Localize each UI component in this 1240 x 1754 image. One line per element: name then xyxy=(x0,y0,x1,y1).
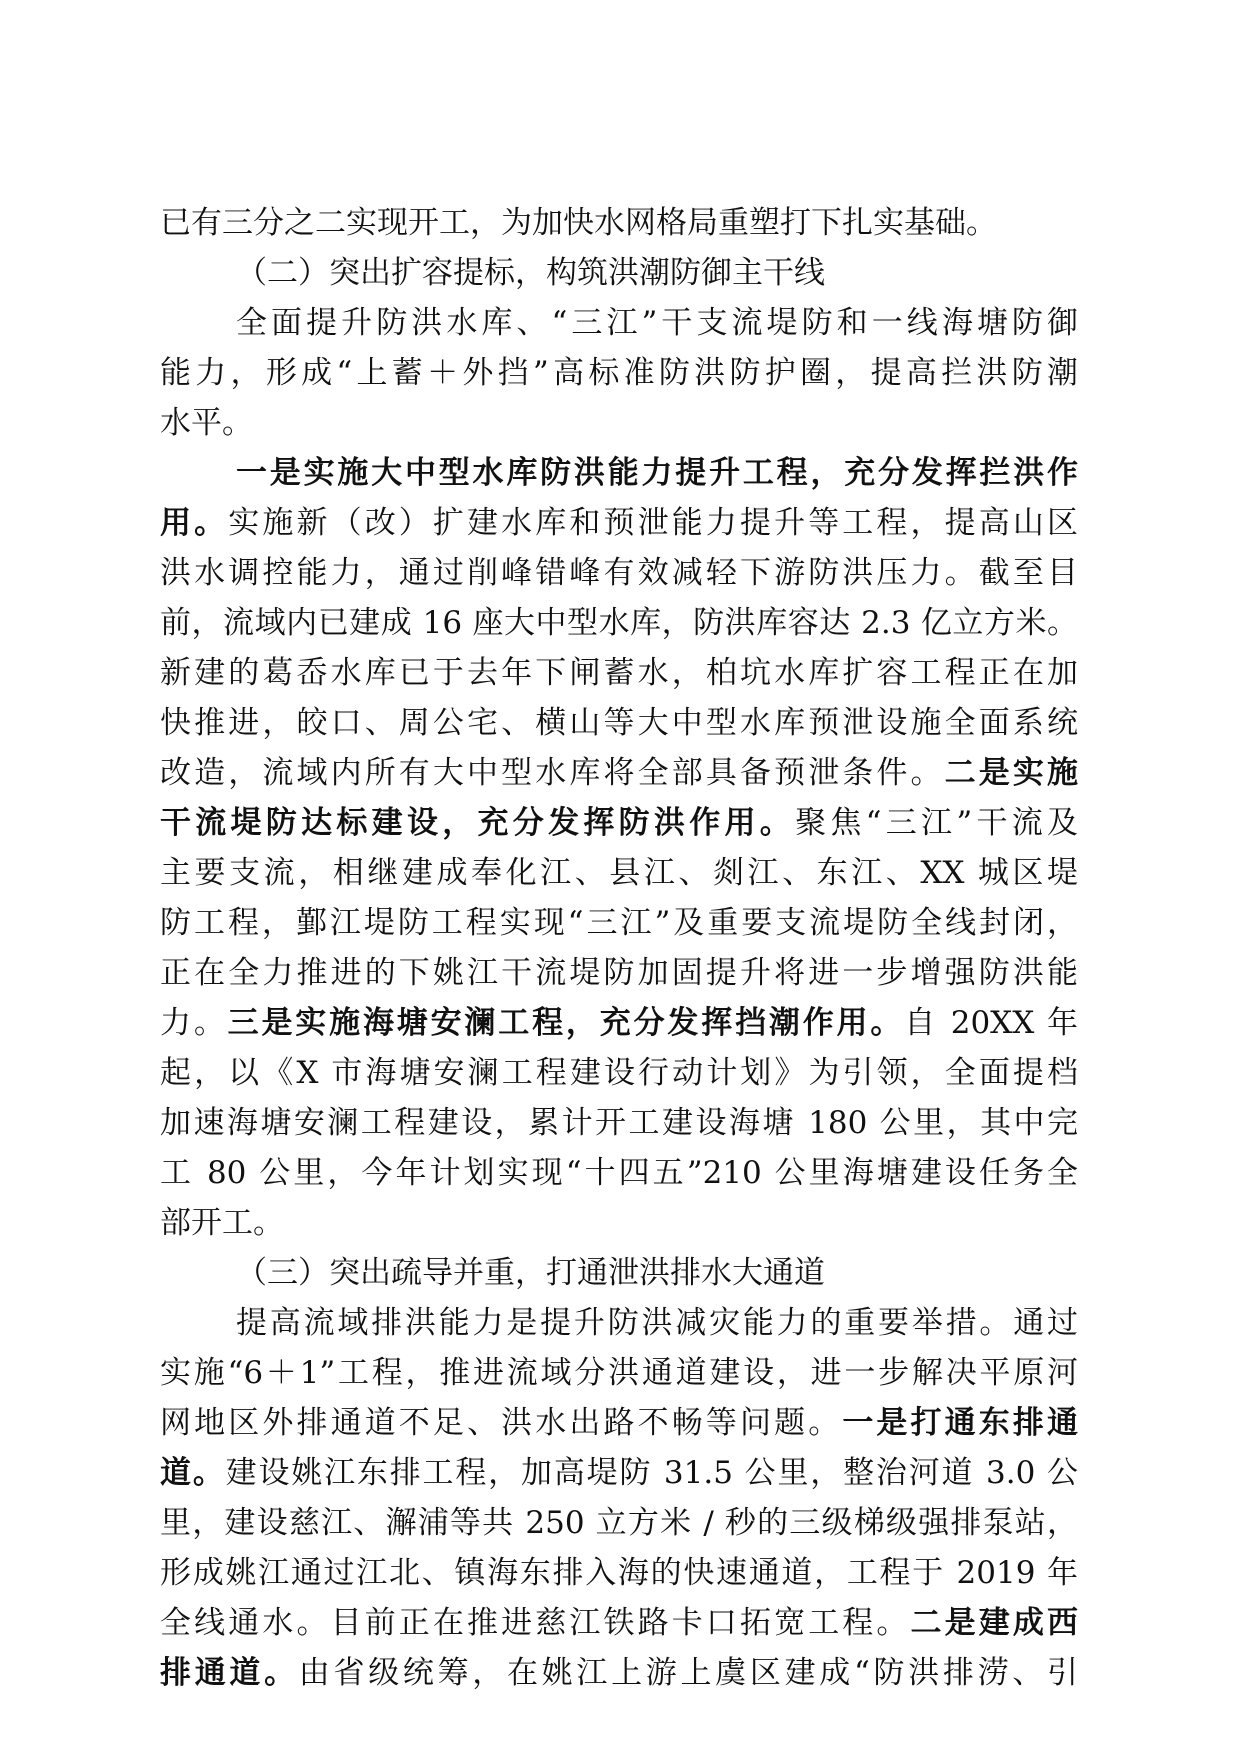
document-body xyxy=(160,198,1078,1698)
bold-lead-text: 用。 xyxy=(160,505,229,541)
paragraph-line: 加速海塘安澜工程建设，累计开工建设海塘 180 公里，其中完 xyxy=(160,1105,1078,1141)
bold-lead-text: 二是建成西 xyxy=(910,1605,1078,1641)
paragraph-line: 正在全力推进的下姚江干流堤防加固提升将进一步增强防洪能 xyxy=(160,955,1078,991)
paragraph-line xyxy=(160,498,1078,548)
paragraph-line: 主要支流，相继建成奉化江、县江、剡江、东江、XX 城区堤 xyxy=(160,855,1078,891)
paragraph-line: 新建的葛岙水库已于去年下闸蓄水，柏坑水库扩容工程正在加 xyxy=(160,655,1078,691)
bold-lead-text: 一是打通东排通 xyxy=(842,1405,1078,1441)
paragraph-line xyxy=(160,448,1078,498)
body-text: 实施新（改）扩建水库和预泄能力提升等工程，提高山区 xyxy=(228,505,1078,541)
section-2-intro-line: 能力，形成“上蓄＋外挡”高标准防洪防护圈，提高拦洪防潮 xyxy=(160,355,1078,391)
paragraph-line: 里，建设慈江、澥浦等共 250 立方米 / 秒的三级梯级强排泵站， xyxy=(160,1505,1078,1541)
paragraph-line: 形成姚江通过江北、镇海东排入海的快速通道，工程于 2019 年 xyxy=(160,1555,1078,1591)
paragraph-line xyxy=(160,1398,1078,1448)
body-text: 网地区外排通道不足、洪水出路不畅等问题。 xyxy=(160,1405,843,1441)
section-2-intro-line: 全面提升防洪水库、“三江”干支流堤防和一线海塘防御 xyxy=(236,305,1078,341)
bold-lead-text: 干流堤防达标建设，充分发挥防洪作用。 xyxy=(160,805,796,841)
paragraph-line: 洪水调控能力，通过削峰错峰有效减轻下游防洪压力。截至目 xyxy=(160,555,1078,591)
paragraph-line: 起，以《X 市海塘安澜工程建设行动计划》为引领，全面提档 xyxy=(160,1055,1078,1091)
bold-lead-text: 二是实施 xyxy=(944,755,1078,791)
body-text: 建设姚江东排工程，加高堤防 31.5 公里，整治河道 3.0 公 xyxy=(225,1455,1078,1491)
continuation-line: 已有三分之二实现开工，为加快水网格局重塑打下扎实基础。 xyxy=(160,205,997,241)
paragraph-line xyxy=(160,1448,1078,1498)
bold-lead-text: 排通道。 xyxy=(160,1655,299,1691)
body-text: 聚焦“三江”干流及 xyxy=(795,805,1078,841)
paragraph-line xyxy=(160,998,1078,1048)
section-2-intro-line: 水平。 xyxy=(160,405,253,441)
body-text: 改造，流域内所有大中型水库将全部具备预泄条件。 xyxy=(160,755,945,791)
paragraph-line: 实施“6＋1”工程，推进流域分洪通道建设，进一步解决平原河 xyxy=(160,1355,1078,1391)
paragraph-line: 部开工。 xyxy=(160,1205,284,1241)
paragraph-line: 前，流域内已建成 16 座大中型水库，防洪库容达 2.3 亿立方米。 xyxy=(160,605,1078,641)
paragraph-line xyxy=(160,1648,1078,1698)
body-text: 全线通水。目前正在推进慈江铁路卡口拓宽工程。 xyxy=(160,1605,911,1641)
paragraph-line: 防工程，鄞江堤防工程实现“三江”及重要支流堤防全线封闭， xyxy=(160,905,1078,941)
paragraph-line xyxy=(160,748,1078,798)
paragraph-line: 快推进，皎口、周公宅、横山等大中型水库预泄设施全面系统 xyxy=(160,705,1078,741)
body-text: 力。 xyxy=(160,1005,228,1041)
paragraph-line xyxy=(160,798,1078,848)
section-2-heading: （二）突出扩容提标，构筑洪潮防御主干线 xyxy=(236,255,825,291)
bold-lead-text: 三是实施海塘安澜工程，充分发挥挡潮作用。 xyxy=(227,1005,905,1041)
bold-lead-text: 道。 xyxy=(160,1455,226,1491)
section-3-heading: （三）突出疏导并重，打通泄洪排水大通道 xyxy=(236,1255,825,1291)
paragraph-line: 工 80 公里，今年计划实现“十四五”210 公里海塘建设任务全 xyxy=(160,1155,1078,1191)
bold-lead-text: 一是实施大中型水库防洪能力提升工程，充分发挥拦洪作 xyxy=(236,455,1078,491)
body-text: 自 20XX 年 xyxy=(904,1005,1078,1041)
paragraph-line xyxy=(160,1598,1078,1648)
body-text: 由省级统筹，在姚江上游上虞区建成“防洪排涝、引 xyxy=(298,1655,1078,1691)
paragraph-line: 提高流域排洪能力是提升防洪减灾能力的重要举措。通过 xyxy=(236,1305,1078,1341)
